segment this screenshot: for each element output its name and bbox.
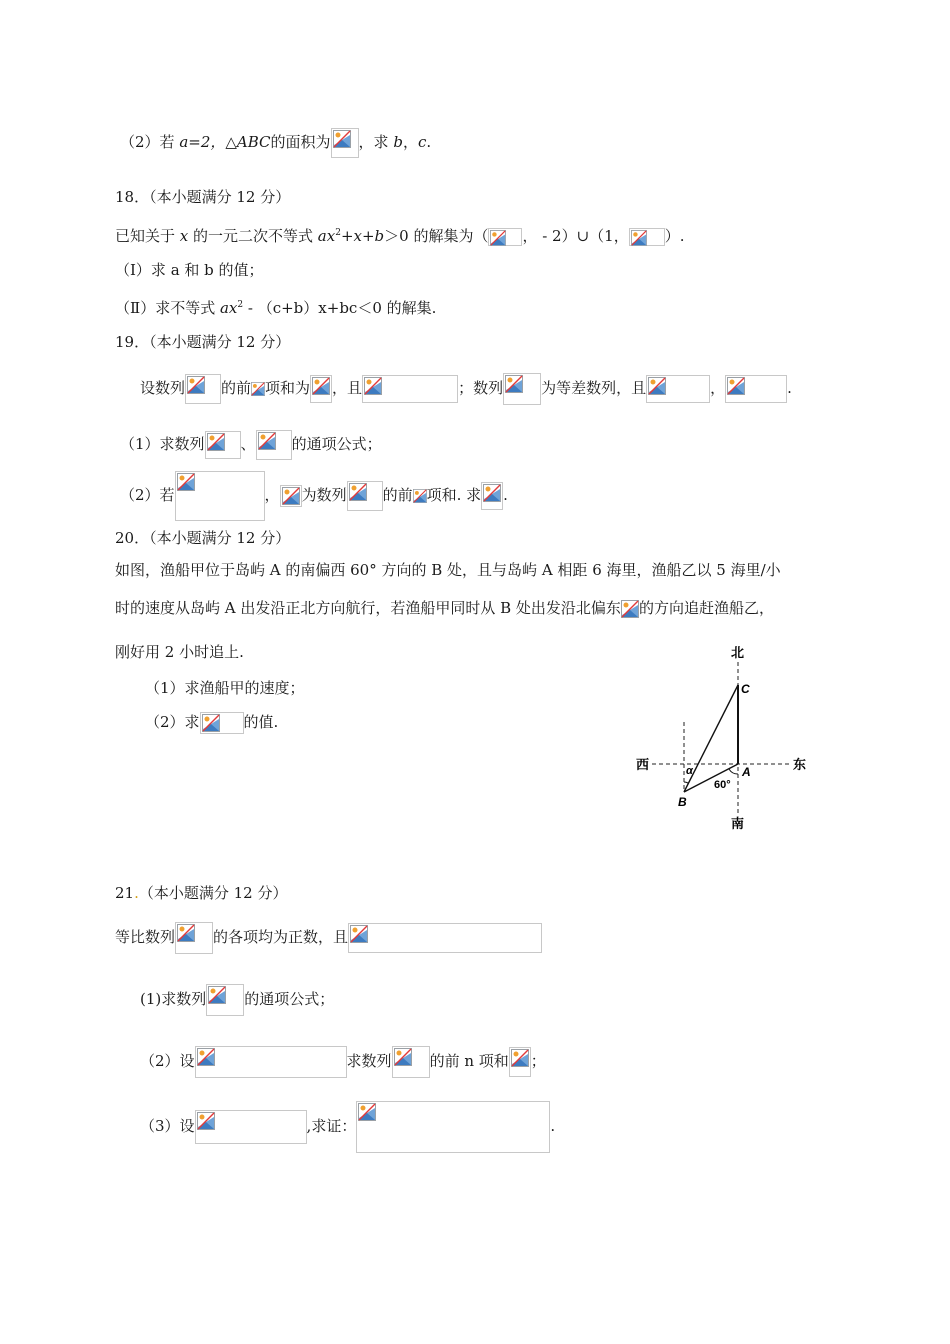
formula-image-icon xyxy=(488,228,522,246)
label-C: C xyxy=(741,682,750,696)
q18-part1: （Ⅰ）求 a 和 b 的值； xyxy=(115,261,264,279)
formula-image-icon xyxy=(280,485,302,507)
formula-image-icon xyxy=(725,375,787,403)
q18-header: 18．（本小题满分 12 分） xyxy=(115,188,291,206)
formula-image-icon xyxy=(646,375,710,403)
formula-image-icon xyxy=(256,430,292,460)
q19-part1: （1）求数列 、 的通项公式； xyxy=(120,428,382,460)
formula-image-icon xyxy=(356,1101,550,1153)
formula-image-icon xyxy=(481,482,503,510)
label-alpha: α xyxy=(686,765,693,777)
formula-image-icon xyxy=(175,471,265,521)
q20-header: 20．（本小题满分 12 分） xyxy=(115,529,291,547)
q20-line2: 时的速度从岛屿 A 出发沿正北方向航行，若渔船甲同时从 B 处出发沿北偏东 的方向追赶渔船乙， xyxy=(115,599,774,617)
q19-line1: 设数列 的前 项和为 ，且 ；数列 为等差数列，且 ， . xyxy=(140,372,792,405)
label-B: B xyxy=(678,795,687,809)
formula-image-icon xyxy=(348,923,542,953)
formula-image-icon xyxy=(175,922,213,954)
q19-header: 19．（本小题满分 12 分） xyxy=(115,333,291,351)
label-sixty-degrees: 60° xyxy=(714,779,731,791)
formula-image-icon xyxy=(195,1110,307,1144)
label-west: 西 xyxy=(636,757,650,772)
q20-line1: 如图，渔船甲位于岛屿 A 的南偏西 60° 方向的 B 处，且与岛屿 A 相距 6 海里，渔船乙以 5 海里/小 xyxy=(115,561,781,579)
formula-image-icon xyxy=(200,712,244,734)
q21-header: 21.（本小题满分 12 分） xyxy=(115,884,288,902)
formula-image-icon xyxy=(185,374,221,404)
formula-image-icon xyxy=(621,600,639,618)
q20-part1: （1）求渔船甲的速度； xyxy=(145,679,305,697)
formula-image-icon xyxy=(503,373,541,405)
formula-image-icon xyxy=(509,1047,531,1077)
formula-image-icon xyxy=(331,128,359,158)
q21-part2: （2）设 求数列 的前 n 项和 ； xyxy=(140,1044,546,1078)
q18-stem: 已知关于 x 的一元二次不等式 $ax^2+x+b>0$ 的解集为（ ， - 2）∪（1， ）. xyxy=(115,227,685,245)
q19-part2: （2）若 ， 为数列 的前 项和. 求 . xyxy=(120,470,508,521)
formula-image-icon xyxy=(310,375,332,403)
formula-image-icon xyxy=(629,228,665,246)
q20-part2: （2）求 的值. xyxy=(145,712,278,734)
formula-image-icon xyxy=(251,382,265,396)
formula-image-icon xyxy=(362,375,458,403)
sixty-degree-arc xyxy=(729,769,738,774)
label-north: 北 xyxy=(731,645,745,660)
navigation-diagram xyxy=(630,640,820,840)
q17-part2-line: （2）若 a=2，△ABC的面积为 ，求 b，c. xyxy=(120,128,431,158)
alpha-arc xyxy=(684,782,688,783)
formula-image-icon xyxy=(413,489,427,503)
label-south: 南 xyxy=(731,816,745,831)
formula-image-icon xyxy=(195,1046,347,1078)
label-east: 东 xyxy=(793,757,807,772)
formula-image-icon xyxy=(206,984,244,1016)
q21-part3: （3）设 ,求证： . xyxy=(140,1100,555,1153)
label-A: A xyxy=(742,765,751,779)
q18-part2: （Ⅱ）求不等式 $ax^2 - (c+b)x+bc<0$ 的解集. xyxy=(115,299,437,317)
q20-line3: 刚好用 2 小时追上. xyxy=(115,643,244,661)
q21-stem: 等比数列 的各项均为正数，且 xyxy=(115,920,542,954)
formula-image-icon xyxy=(205,431,241,459)
q21-part1: (1)求数列 的通项公式； xyxy=(140,982,334,1016)
formula-image-icon xyxy=(347,481,383,511)
formula-image-icon xyxy=(392,1046,430,1078)
